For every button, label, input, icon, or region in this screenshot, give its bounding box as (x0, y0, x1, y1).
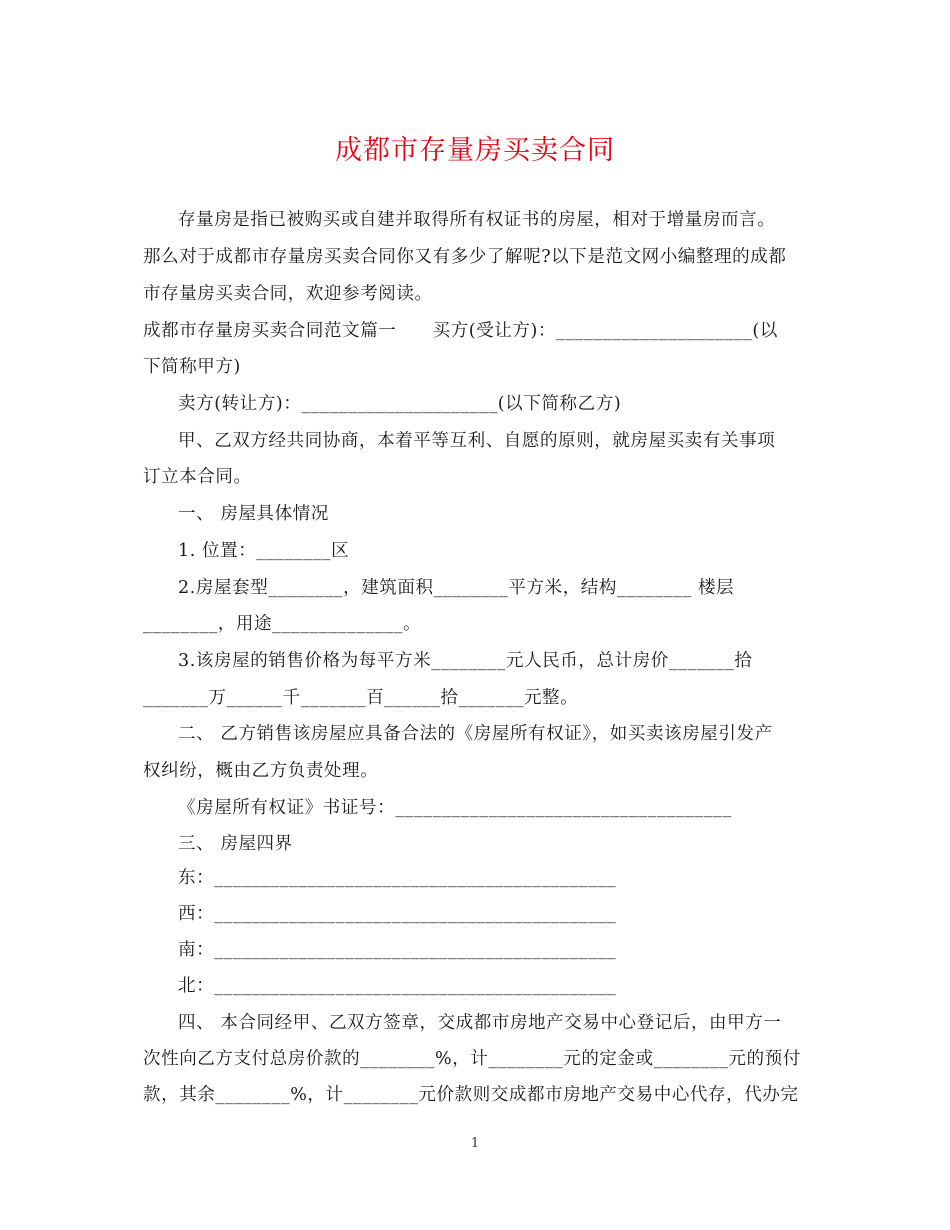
price-line-1: 3.该房屋的销售价格为每平方米________元人民币，总计房价_______拾 (178, 651, 753, 671)
agreement-line-1: 甲、乙双方经共同协商，本着平等互利、自愿的原则，就房屋买卖有关事项 (178, 431, 776, 451)
boundary-south: 南：___________________________________________ (178, 940, 617, 960)
section-4-line-1: 四、 本合同经甲、乙双方签章，交成都市房地产交易中心登记后，由甲方一 (178, 1013, 782, 1033)
house-type-line-2: ________，用途______________。 (143, 614, 422, 634)
section-4-line-3: 款，其余________%，计________元价款则交成都市房地产交易中心代存，代办完 (143, 1085, 799, 1105)
intro-line-2: 那么对于成都市存量房买卖合同你又有多少了解呢?以下是范文网小编整理的成都 (143, 247, 787, 267)
section-3-heading: 三、 房屋四界 (178, 834, 293, 854)
intro-line-1: 存量房是指已被购买或自建并取得所有权证书的房屋，相对于增量房而言。 (178, 210, 776, 230)
section-1-heading: 一、 房屋具体情况 (178, 504, 329, 524)
buyer-line-2: 下简称甲方) (143, 357, 241, 377)
section-2-line-2: 权纠纷，概由乙方负责处理。 (143, 761, 379, 781)
section-2-line-1: 二、 乙方销售该房屋应具备合法的《房屋所有权证》，如买卖该房屋引发产 (178, 724, 773, 744)
page-number: 1 (470, 1136, 480, 1151)
agreement-line-2: 订立本合同。 (143, 467, 252, 487)
house-type-line-1: 2.房屋套型________，建筑面积________平方米，结构________ 楼层 (178, 578, 735, 598)
boundary-north: 北：___________________________________________ (178, 976, 617, 996)
price-line-2: _______万______千_______百______拾_______元整。 (143, 688, 579, 708)
boundary-east: 东：___________________________________________ (178, 868, 617, 888)
buyer-line-1: 成都市存量房买卖合同范文篇一 买方(受让方)：_____________________(以 (143, 321, 778, 341)
certificate-number-line: 《房屋所有权证》书证号：____________________________________ (178, 798, 732, 818)
intro-line-3: 市存量房买卖合同，欢迎参考阅读。 (143, 284, 433, 304)
seller-line: 卖方(转让方)：_____________________(以下简称乙方) (178, 394, 622, 414)
document-title: 成都市存量房买卖合同 (335, 135, 615, 166)
location-line: 1. 位置：________区 (178, 541, 350, 561)
boundary-west: 西：___________________________________________ (178, 904, 617, 924)
section-4-line-2: 次性向乙方支付总房价款的________%，计________元的定金或________元的预付 (143, 1049, 801, 1069)
